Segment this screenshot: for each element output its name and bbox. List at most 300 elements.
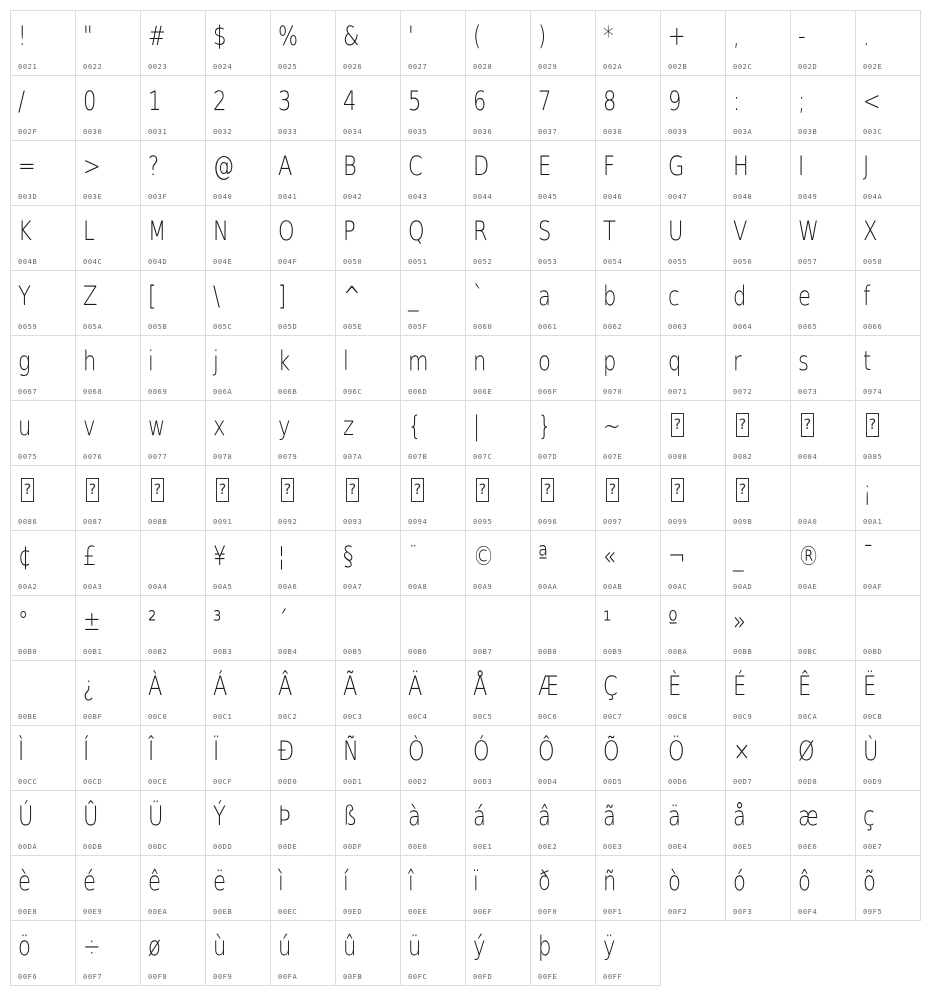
glyph-code: 002D bbox=[798, 63, 818, 71]
glyph-cell bbox=[531, 141, 596, 206]
glyph-code: 00A4 bbox=[148, 583, 168, 591]
glyph-char: p bbox=[603, 346, 617, 377]
glyph-char: K bbox=[18, 216, 32, 247]
glyph-code: 0038 bbox=[603, 128, 623, 136]
glyph-cell bbox=[401, 336, 466, 401]
glyph-cell bbox=[791, 531, 856, 596]
glyph-code: 0044 bbox=[473, 193, 493, 201]
glyph-code: 00E7 bbox=[863, 843, 883, 851]
glyph-code: 00EA bbox=[148, 908, 168, 916]
glyph-code: 0087 bbox=[83, 518, 103, 526]
glyph-char: \ bbox=[213, 281, 221, 312]
glyph-cell bbox=[661, 401, 726, 466]
glyph-code: 00C9 bbox=[733, 713, 753, 721]
glyph-code: 0026 bbox=[343, 63, 363, 71]
glyph-cell bbox=[206, 726, 271, 791]
glyph-cell bbox=[141, 466, 206, 531]
glyph-code: 007A bbox=[343, 453, 363, 461]
glyph-code: 0039 bbox=[668, 128, 688, 136]
glyph-code: 00AD bbox=[733, 583, 753, 591]
glyph-cell bbox=[661, 661, 726, 726]
glyph-code: 0073 bbox=[798, 388, 818, 396]
glyph-code: 004B bbox=[18, 258, 38, 266]
glyph-cell bbox=[856, 271, 921, 336]
glyph-char: É bbox=[733, 671, 747, 702]
glyph-cell bbox=[401, 531, 466, 596]
glyph-cell bbox=[856, 661, 921, 726]
glyph-code: 0045 bbox=[538, 193, 558, 201]
glyph-char: ' bbox=[408, 21, 414, 52]
glyph-code: 00B0 bbox=[18, 648, 38, 656]
glyph-cell bbox=[466, 271, 531, 336]
glyph-code: 007B bbox=[408, 453, 428, 461]
glyph-cell bbox=[856, 76, 921, 141]
glyph-cell bbox=[11, 661, 76, 726]
glyph-cell bbox=[401, 141, 466, 206]
glyph-char: j bbox=[213, 346, 219, 377]
glyph-code: 00A8 bbox=[408, 583, 428, 591]
glyph-code: 0079 bbox=[278, 453, 298, 461]
glyph-char: | bbox=[473, 411, 481, 442]
glyph-code: 00E9 bbox=[83, 908, 103, 916]
glyph-code: 00F8 bbox=[148, 973, 168, 981]
glyph-cell bbox=[141, 401, 206, 466]
glyph-code: 0040 bbox=[213, 193, 233, 201]
glyph-cell bbox=[11, 336, 76, 401]
glyph-cell bbox=[531, 271, 596, 336]
glyph-code: 0059 bbox=[18, 323, 38, 331]
glyph-cell bbox=[856, 466, 921, 531]
glyph-code: 00B7 bbox=[473, 648, 493, 656]
glyph-cell bbox=[856, 401, 921, 466]
glyph-char: A bbox=[278, 151, 293, 182]
glyph-code: 00DB bbox=[83, 843, 103, 851]
glyph-char: ò bbox=[668, 866, 681, 897]
glyph-char: Ó bbox=[473, 736, 490, 767]
glyph-code: 0035 bbox=[408, 128, 428, 136]
glyph-char: _ bbox=[733, 541, 744, 572]
glyph-code: 00CF bbox=[213, 778, 233, 786]
glyph-cell bbox=[531, 726, 596, 791]
glyph-char: ë bbox=[213, 866, 226, 897]
glyph-char: × bbox=[733, 736, 751, 767]
glyph-char: 5 bbox=[408, 86, 422, 117]
glyph-grid bbox=[10, 10, 921, 986]
glyph-cell bbox=[531, 661, 596, 726]
glyph-char: ? bbox=[148, 151, 160, 182]
glyph-cell bbox=[401, 401, 466, 466]
glyph-code: 0097 bbox=[603, 518, 623, 526]
glyph-cell bbox=[726, 141, 791, 206]
glyph-cell bbox=[76, 726, 141, 791]
glyph-code: 0070 bbox=[603, 388, 623, 396]
glyph-char: V bbox=[733, 216, 748, 247]
glyph-code: 0068 bbox=[83, 388, 103, 396]
glyph-cell bbox=[466, 726, 531, 791]
glyph-code: 00CE bbox=[148, 778, 168, 786]
glyph-cell bbox=[596, 531, 661, 596]
glyph-code: 005D bbox=[278, 323, 298, 331]
glyph-char: # bbox=[148, 21, 166, 52]
glyph-code: 00FB bbox=[343, 973, 363, 981]
glyph-char: 9 bbox=[668, 86, 682, 117]
glyph-char: v bbox=[83, 411, 96, 442]
glyph-code: 00D3 bbox=[473, 778, 493, 786]
glyph-char: Â bbox=[278, 671, 293, 702]
glyph-code: 00D5 bbox=[603, 778, 623, 786]
glyph-cell bbox=[76, 206, 141, 271]
glyph-cell bbox=[466, 791, 531, 856]
glyph-code: 0086 bbox=[18, 518, 38, 526]
glyph-code: 0036 bbox=[473, 128, 493, 136]
glyph-code: 0029 bbox=[538, 63, 558, 71]
glyph-cell bbox=[206, 466, 271, 531]
glyph-code: 0084 bbox=[798, 453, 818, 461]
glyph-code: 0066 bbox=[863, 323, 883, 331]
glyph-char: , bbox=[733, 21, 740, 52]
glyph-code: 0041 bbox=[278, 193, 298, 201]
glyph-cell bbox=[11, 76, 76, 141]
missing-glyph-icon: ? bbox=[866, 413, 879, 437]
glyph-cell bbox=[596, 141, 661, 206]
glyph-char: Ç bbox=[603, 671, 618, 702]
glyph-code: 0063 bbox=[668, 323, 688, 331]
glyph-cell bbox=[596, 661, 661, 726]
glyph-cell bbox=[336, 271, 401, 336]
glyph-code: 00B3 bbox=[213, 648, 233, 656]
glyph-char: U bbox=[668, 216, 684, 247]
glyph-code: 003B bbox=[798, 128, 818, 136]
glyph-cell bbox=[856, 531, 921, 596]
glyph-code: 0080 bbox=[668, 453, 688, 461]
glyph-cell bbox=[11, 856, 76, 921]
glyph-cell bbox=[726, 661, 791, 726]
glyph-cell bbox=[791, 76, 856, 141]
glyph-cell bbox=[531, 401, 596, 466]
glyph-char: w bbox=[148, 411, 166, 442]
glyph-code: 005E bbox=[343, 323, 363, 331]
glyph-char: e bbox=[798, 281, 811, 312]
glyph-code: 0074 bbox=[863, 388, 883, 396]
glyph-code: 0096 bbox=[538, 518, 558, 526]
glyph-cell bbox=[791, 856, 856, 921]
glyph-code: 005F bbox=[408, 323, 428, 331]
glyph-char: ª bbox=[538, 541, 548, 572]
glyph-char: ( bbox=[473, 21, 482, 52]
glyph-char: ÷ bbox=[83, 931, 101, 962]
glyph-code: 0055 bbox=[668, 258, 688, 266]
glyph-char: " bbox=[83, 21, 93, 52]
glyph-code: 005C bbox=[213, 323, 233, 331]
glyph-char: t bbox=[863, 346, 872, 377]
glyph-cell bbox=[271, 141, 336, 206]
glyph-code: 0095 bbox=[473, 518, 493, 526]
glyph-code: 0032 bbox=[213, 128, 233, 136]
glyph-cell bbox=[856, 11, 921, 76]
glyph-char: ú bbox=[278, 931, 292, 962]
glyph-char: ¨ bbox=[408, 541, 419, 572]
glyph-code: 005A bbox=[83, 323, 103, 331]
glyph-cell bbox=[856, 141, 921, 206]
glyph-char: ö bbox=[18, 931, 31, 962]
glyph-cell bbox=[596, 11, 661, 76]
glyph-cell bbox=[76, 336, 141, 401]
glyph-code: 00FC bbox=[408, 973, 428, 981]
glyph-char: M bbox=[148, 216, 167, 247]
glyph-char: ¯ bbox=[863, 541, 874, 572]
glyph-char: 4 bbox=[343, 86, 357, 117]
glyph-code: 00D7 bbox=[733, 778, 753, 786]
glyph-code: 0076 bbox=[83, 453, 103, 461]
glyph-cell bbox=[141, 206, 206, 271]
glyph-cell bbox=[726, 531, 791, 596]
glyph-cell bbox=[271, 11, 336, 76]
glyph-cell bbox=[856, 856, 921, 921]
missing-glyph-icon: ? bbox=[801, 413, 814, 437]
glyph-cell bbox=[531, 336, 596, 401]
glyph-char: ç bbox=[863, 801, 875, 832]
glyph-char: á bbox=[473, 801, 486, 832]
glyph-cell bbox=[206, 661, 271, 726]
glyph-code: 00C2 bbox=[278, 713, 298, 721]
glyph-cell bbox=[271, 531, 336, 596]
glyph-char: ! bbox=[18, 21, 27, 52]
glyph-code: 002A bbox=[603, 63, 623, 71]
glyph-code: 0025 bbox=[278, 63, 298, 71]
glyph-code: 00ED bbox=[343, 908, 363, 916]
glyph-code: 0031 bbox=[148, 128, 168, 136]
glyph-cell bbox=[531, 531, 596, 596]
glyph-cell bbox=[11, 726, 76, 791]
glyph-cell bbox=[466, 206, 531, 271]
glyph-char: n bbox=[473, 346, 487, 377]
glyph-cell bbox=[856, 206, 921, 271]
glyph-cell bbox=[336, 76, 401, 141]
glyph-char: Ü bbox=[148, 801, 164, 832]
glyph-cell bbox=[531, 206, 596, 271]
glyph-char: é bbox=[83, 866, 96, 897]
glyph-cell bbox=[76, 271, 141, 336]
glyph-cell bbox=[76, 76, 141, 141]
glyph-code: 0042 bbox=[343, 193, 363, 201]
glyph-char: Ö bbox=[668, 736, 685, 767]
glyph-cell bbox=[206, 596, 271, 661]
glyph-code: 00BE bbox=[18, 713, 38, 721]
glyph-cell bbox=[531, 596, 596, 661]
glyph-cell bbox=[11, 401, 76, 466]
glyph-cell bbox=[401, 11, 466, 76]
glyph-code: 00EC bbox=[278, 908, 298, 916]
glyph-cell bbox=[76, 11, 141, 76]
glyph-code: 0071 bbox=[668, 388, 688, 396]
glyph-char: Y bbox=[18, 281, 31, 312]
glyph-code: 00D9 bbox=[863, 778, 883, 786]
glyph-char: / bbox=[18, 86, 26, 117]
missing-glyph-icon: ? bbox=[671, 413, 684, 437]
glyph-char: 3 bbox=[278, 86, 292, 117]
glyph-cell bbox=[791, 466, 856, 531]
glyph-char: 2 bbox=[213, 86, 227, 117]
glyph-code: 0054 bbox=[603, 258, 623, 266]
glyph-cell bbox=[596, 401, 661, 466]
glyph-cell bbox=[76, 661, 141, 726]
glyph-code: 00FD bbox=[473, 973, 493, 981]
glyph-code: 00DE bbox=[278, 843, 298, 851]
missing-glyph-icon: ? bbox=[671, 478, 684, 502]
glyph-char: N bbox=[213, 216, 229, 247]
glyph-cell bbox=[661, 11, 726, 76]
glyph-char: ± bbox=[83, 606, 101, 637]
glyph-char: å bbox=[733, 801, 746, 832]
glyph-cell bbox=[661, 856, 726, 921]
glyph-char: a bbox=[538, 281, 551, 312]
missing-glyph-icon: ? bbox=[606, 478, 619, 502]
glyph-code: 00DA bbox=[18, 843, 38, 851]
glyph-cell bbox=[271, 466, 336, 531]
glyph-cell bbox=[206, 921, 271, 986]
glyph-code: 003C bbox=[863, 128, 883, 136]
glyph-cell bbox=[11, 791, 76, 856]
glyph-char: } bbox=[538, 411, 552, 442]
glyph-code: 00F1 bbox=[603, 908, 623, 916]
glyph-char: º bbox=[668, 606, 678, 637]
glyph-char: @ bbox=[213, 151, 235, 182]
glyph-char: û bbox=[343, 931, 357, 962]
glyph-code: 0033 bbox=[278, 128, 298, 136]
glyph-code: 00F7 bbox=[83, 973, 103, 981]
glyph-cell bbox=[336, 401, 401, 466]
glyph-char: Ì bbox=[18, 736, 25, 767]
glyph-char: k bbox=[278, 346, 291, 377]
glyph-cell bbox=[531, 466, 596, 531]
glyph-char: y bbox=[278, 411, 291, 442]
glyph-cell bbox=[141, 11, 206, 76]
glyph-cell bbox=[466, 401, 531, 466]
glyph-char: R bbox=[473, 216, 488, 247]
glyph-code: 007C bbox=[473, 453, 493, 461]
glyph-char: ] bbox=[278, 281, 287, 312]
glyph-cell bbox=[726, 336, 791, 401]
glyph-cell bbox=[271, 336, 336, 401]
glyph-cell bbox=[76, 401, 141, 466]
glyph-char: - bbox=[798, 21, 806, 52]
glyph-cell bbox=[531, 11, 596, 76]
glyph-cell bbox=[531, 921, 596, 986]
glyph-char: ~ bbox=[603, 411, 621, 442]
glyph-code: 002E bbox=[863, 63, 883, 71]
glyph-char: ¬ bbox=[668, 541, 686, 572]
glyph-char: * bbox=[603, 21, 614, 52]
glyph-code: 00BC bbox=[798, 648, 818, 656]
glyph-code: 002F bbox=[18, 128, 38, 136]
glyph-char: Ù bbox=[863, 736, 879, 767]
glyph-code: 0058 bbox=[863, 258, 883, 266]
glyph-char: ) bbox=[538, 21, 547, 52]
glyph-cell bbox=[206, 76, 271, 141]
glyph-code: 00E6 bbox=[798, 843, 818, 851]
glyph-char: Ð bbox=[278, 736, 295, 767]
glyph-cell bbox=[271, 271, 336, 336]
glyph-code: 0023 bbox=[148, 63, 168, 71]
glyph-char: Æ bbox=[538, 671, 559, 702]
glyph-code: 0069 bbox=[148, 388, 168, 396]
glyph-code: 004F bbox=[278, 258, 298, 266]
glyph-char: Á bbox=[213, 671, 228, 702]
glyph-char: © bbox=[473, 541, 495, 572]
glyph-cell bbox=[271, 596, 336, 661]
glyph-cell bbox=[661, 271, 726, 336]
glyph-char: [ bbox=[148, 281, 157, 312]
glyph-code: 00BD bbox=[863, 648, 883, 656]
glyph-cell bbox=[336, 11, 401, 76]
glyph-cell bbox=[466, 466, 531, 531]
glyph-char: S bbox=[538, 216, 552, 247]
missing-glyph-icon: ? bbox=[216, 478, 229, 502]
glyph-cell bbox=[141, 271, 206, 336]
glyph-code: 008B bbox=[148, 518, 168, 526]
glyph-code: 0094 bbox=[408, 518, 428, 526]
glyph-code: 00D6 bbox=[668, 778, 688, 786]
glyph-code: 0030 bbox=[83, 128, 103, 136]
glyph-char: æ bbox=[798, 801, 819, 832]
glyph-char: È bbox=[668, 671, 682, 702]
glyph-code: 0072 bbox=[733, 388, 753, 396]
glyph-code: 0065 bbox=[798, 323, 818, 331]
glyph-cell bbox=[466, 596, 531, 661]
glyph-cell bbox=[466, 141, 531, 206]
glyph-cell bbox=[726, 791, 791, 856]
glyph-cell bbox=[856, 726, 921, 791]
glyph-char: ê bbox=[148, 866, 161, 897]
glyph-char: z bbox=[343, 411, 355, 442]
glyph-code: 00D1 bbox=[343, 778, 363, 786]
glyph-code: 00AF bbox=[863, 583, 883, 591]
glyph-code: 00A1 bbox=[863, 518, 883, 526]
glyph-char: ì bbox=[278, 866, 284, 897]
glyph-char: â bbox=[538, 801, 551, 832]
glyph-code: 00F9 bbox=[213, 973, 233, 981]
glyph-char: = bbox=[18, 151, 36, 182]
glyph-char: Ò bbox=[408, 736, 425, 767]
glyph-char: Ã bbox=[343, 671, 358, 702]
glyph-char: Ï bbox=[213, 736, 220, 767]
glyph-cell bbox=[141, 531, 206, 596]
missing-glyph-icon: ? bbox=[281, 478, 294, 502]
glyph-cell bbox=[271, 856, 336, 921]
glyph-char: ä bbox=[668, 801, 681, 832]
glyph-cell bbox=[661, 336, 726, 401]
glyph-char: ` bbox=[473, 281, 484, 312]
glyph-cell bbox=[596, 76, 661, 141]
glyph-code: 00B4 bbox=[278, 648, 298, 656]
glyph-code: 00EF bbox=[473, 908, 493, 916]
glyph-code: 007D bbox=[538, 453, 558, 461]
glyph-code: 0043 bbox=[408, 193, 428, 201]
glyph-cell bbox=[11, 11, 76, 76]
glyph-code: 00BF bbox=[83, 713, 103, 721]
glyph-code: 002B bbox=[668, 63, 688, 71]
glyph-cell bbox=[206, 206, 271, 271]
glyph-char: l bbox=[343, 346, 349, 377]
missing-glyph-icon: ? bbox=[736, 478, 749, 502]
glyph-char: è bbox=[18, 866, 31, 897]
glyph-cell bbox=[141, 921, 206, 986]
glyph-char: f bbox=[863, 281, 871, 312]
glyph-char: b bbox=[603, 281, 617, 312]
glyph-cell bbox=[531, 76, 596, 141]
glyph-code: 00E0 bbox=[408, 843, 428, 851]
glyph-cell bbox=[466, 856, 531, 921]
